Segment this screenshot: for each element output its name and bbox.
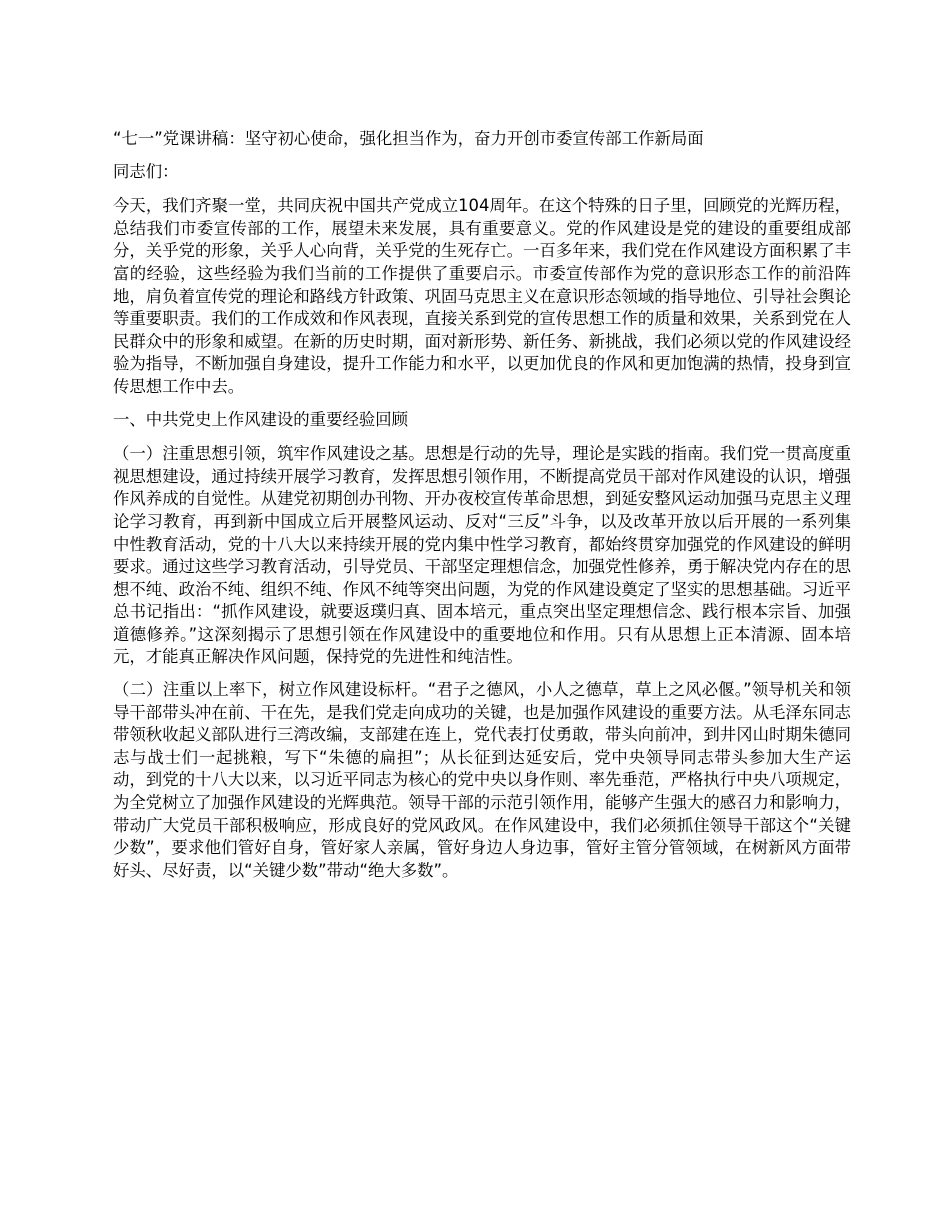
intro-paragraph: 今天，我们齐聚一堂，共同庆祝中国共产党成立104周年。在这个特殊的日子里，回顾党的光辉历程，总结我们市委宣传部的工作，展望未来发展，具有重要意义。党的作风建设是党的建设的重要组成部分，关乎党的形象，关乎人心向背，关乎党的生死存亡。一百多年来，我们党在作风建设方面积累了丰富的经验，这些经验为我们当前的工作提供了重要启示。市委宣传部作为党的意识形态工作的前沿阵地，肩负着宣传党的理论和路线方针政策、巩固马克思主义在意识形态领域的指导地位、引导社会舆论等重要职责。我们的工作成效和作风表现，直接关系到党的宣传思想工作的质量和效果，关系到党在人民群众中的形象和威望。在新的历史时期，面对新形势、新任务、新挑战，我们必须以党的作风建设经验为指导，不断加强自身建设，提升工作能力和水平，以更加优良的作风和更加饱满的热情，投身到宣传思想工作中去。 xyxy=(113,196,851,396)
paragraph-2: （二）注重以上率下，树立作风建设标杆。“君子之德风，小人之德草，草上之风必偃。”领导机关和领导干部带头冲在前、干在先，是我们党走向成功的关键，也是加强作风建设的重要方法。从毛泽东同志带领秋收起义部队进行三湾改编，支部建在连上，党代表打仗勇敢，带头向前冲，到井冈山时期朱德同志与战士们一起挑粮，写下“朱德的扁担”；从长征到达延安后，党中央领导同志带头参加大生产运动，到党的十八大以来，以习近平同志为核心的党中央以身作则、率先垂范，严格执行中央八项规定，为全党树立了加强作风建设的光辉典范。领导干部的示范引领作用，能够产生强大的感召力和影响力，带动广大党员干部积极响应，形成良好的党风政风。在作风建设中，我们必须抓住领导干部这个“关键少数”，要求他们管好自身，管好家人亲属，管好身边人身边事，管好主管分管领域，在树新风方面带好头、尽好责，以“关键少数”带动“绝大多数”。 xyxy=(113,680,851,880)
document-page xyxy=(113,118,851,892)
paragraph-1: （一）注重思想引领，筑牢作风建设之基。思想是行动的先导，理论是实践的指南。我们党一贯高度重视思想建设，通过持续开展学习教育，发挥思想引领作用，不断提高党员干部对作风建设的认识，增强作风养成的自觉性。从建党初期创办刊物、开办夜校宣传革命思想，到延安整风运动加强马克思主义理论学习教育，再到新中国成立后开展整风运动、反对“三反”斗争，以及改革开放以后开展的一系列集中性教育活动，党的十八大以来持续开展的党内集中性学习教育，都始终贯穿加强党的作风建设的鲜明要求。通过这些学习教育活动，引导党员、干部坚定理想信念，加强党性修养，勇于解决党内存在的思想不纯、政治不纯、组织不纯、作风不纯等突出问题，为党的作风建设奠定了坚实的思想基础。习近平总书记指出：“抓作风建设，就要返璞归真、固本培元，重点突出坚定理想信念、践行根本宗旨、加强道德修养。”这深刻揭示了思想引领在作风建设中的重要地位和作用。只有从思想上正本清源、固本培元，才能真正解决作风问题，保持党的先进性和纯洁性。 xyxy=(113,444,851,667)
document-title: “七一”党课讲稿：坚守初心使命，强化担当作为，奋力开创市委宣传部工作新局面 xyxy=(113,129,704,148)
salutation: 同志们： xyxy=(113,161,179,181)
section-heading: 一、中共党史上作风建设的重要经验回顾 xyxy=(113,409,409,429)
